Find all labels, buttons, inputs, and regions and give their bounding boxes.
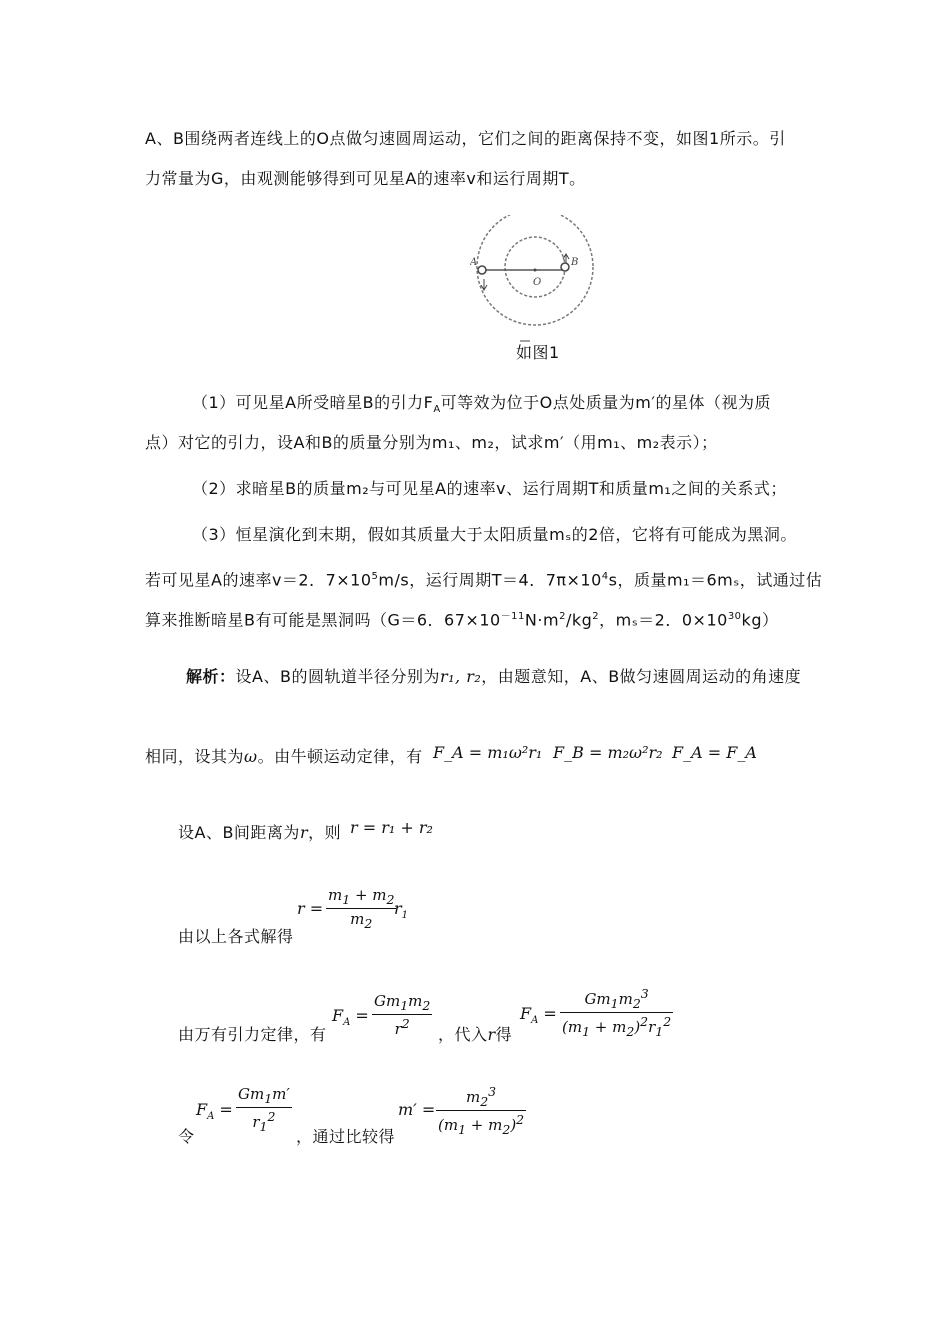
q1-line-1: （1）可见星A所受暗星B的引力$F_A$可等效为位于O点处质量为m′的星体（视为质 [192,393,771,416]
label-b: B [571,257,579,268]
eq-mprime-lhs: m′ = [398,1100,436,1119]
intro-line-1: A、B围绕两者连线上的O点做匀速圆周运动，它们之间的距离保持不变，如图1所示。引 [145,129,786,148]
q3-line-1: （3）恒星演化到末期，假如其质量大于太阳质量mₛ的2倍，它将有可能成为黑洞。 [192,525,797,544]
equation-fa: F_A = m₁ω²r₁ [433,743,543,762]
intro-line-2: 力常量为G，由观测能够得到可见星A的速率v和运行周期T。 [145,169,586,188]
equation-fb: F_B = m₂ω²r₂ [553,743,663,762]
orbit-figure [470,215,610,349]
figure-caption: 如图1 [516,343,560,362]
q3-line-3: 算来推断暗星B有可能是黑洞吗（G＝6．$67\times 10^{-11}N\cdot m^2/kg^2$，mₛ＝2．$0\times 10^{30}kg$） [145,610,779,630]
solution-line-5: 由万有引力定律，有 [178,1025,327,1044]
label-a: A [470,257,478,268]
label-o: O [533,277,542,288]
solution-line-3: 设A、B间距离为r，则 [178,823,342,842]
orbit-diagram [470,215,610,345]
q2-line: （2）求暗星B的质量m₂与可见星A的速率v、运行周期T和质量m₁之间的关系式； [192,479,787,498]
q3-line-2: 若可见星A的速率v＝2．$7\times 10^5m/s$，运行周期T＝4．$7\pi\times 10^4s$，质量m₁＝6mₛ，试通过估 [145,570,823,590]
solution-line-1: 解析：设A、B的圆轨道半径分别为r₁, r₂，由题意知，A、B做匀速圆周运动的角速度 [186,667,802,686]
star-b [561,263,569,271]
equation-equal: F_A = F_A [672,743,757,762]
eq-r-lhs: r = [297,899,324,918]
solution-line-2: 相同，设其为ω。由牛顿运动定律，有 [145,747,423,766]
eq-fa-lhs-1: $F_A$ = [332,1006,369,1029]
eq-mprime-fraction: $Gm_1m'$ $r_1^2$ [238,1085,290,1134]
eq-fa-lhs-3: $F_A$ = [196,1100,233,1123]
eq-fa-lhs-2: $F_A$ = [520,1004,557,1027]
solution-label: 解析： [186,667,236,686]
inner-orbit [505,237,565,297]
eq-substituted-fraction: $Gm_1m_2^3$ $(m_1 + m_2)^2r_1^2$ [562,986,672,1039]
eq-r-tail: $r_1$ [394,899,409,922]
q1-line-2: 点）对它的引力，设A和B的质量分别为m₁、m₂，试求m′（用m₁、m₂表示）； [145,433,718,452]
eq-gravity-fraction: $Gm_1m_2$ $r^2$ [374,992,431,1038]
eq-mprime-result: $m_2^3$ $(m_1 + m_2)^2$ [438,1084,525,1137]
star-a [478,266,486,274]
equation-distance: r = r₁ + r₂ [350,818,433,837]
solution-line-4: 由以上各式解得 [178,927,294,946]
arrow-a-icon [481,279,487,290]
eq-r-fraction: $m_1 + m_2$ $m_2$ [328,886,395,931]
solution-line-5b: ，代入r得 [438,1025,513,1044]
solution-line-6b: ，通过比较得 [296,1127,396,1146]
solution-line-6a: 令 [178,1127,195,1146]
center-o [534,269,537,272]
